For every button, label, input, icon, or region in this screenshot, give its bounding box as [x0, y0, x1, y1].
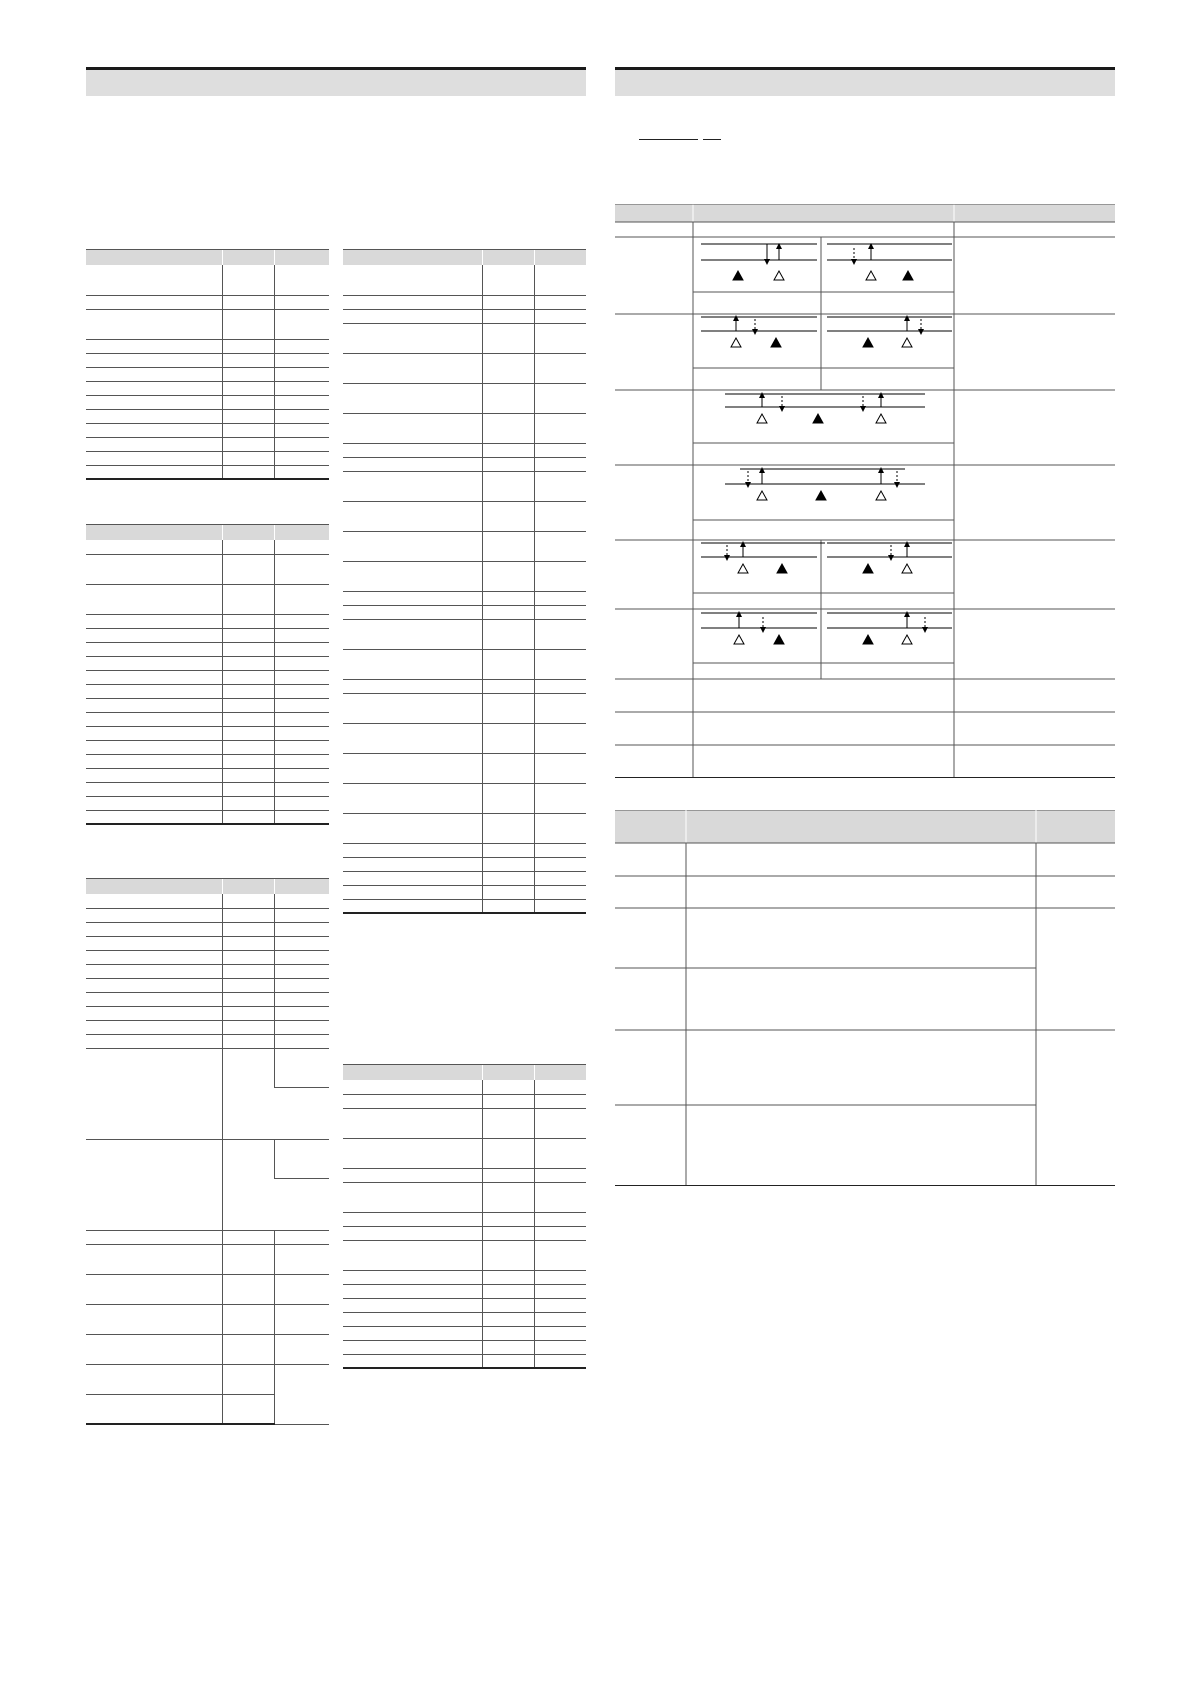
table-row — [343, 857, 586, 871]
table-row — [343, 783, 586, 813]
table-row — [86, 409, 329, 423]
arp-diagram-3 — [725, 394, 925, 423]
arp-diagram-2a — [701, 317, 817, 347]
table-row — [343, 457, 586, 471]
table-row — [86, 810, 329, 824]
table-row — [86, 1006, 329, 1020]
table-row — [86, 395, 329, 409]
table-row — [86, 309, 329, 339]
table-row — [343, 899, 586, 913]
table-row — [86, 423, 329, 437]
arp-diagram-1a — [701, 244, 817, 280]
table-row — [343, 1270, 586, 1284]
table-row — [343, 605, 586, 619]
heading-underline-long — [639, 139, 698, 140]
table-header-row — [86, 525, 329, 541]
function-table — [615, 810, 1115, 1186]
table-row — [86, 554, 329, 584]
table-header-row — [86, 250, 329, 266]
table-row — [86, 437, 329, 451]
table-row — [86, 922, 329, 936]
table-row — [343, 723, 586, 753]
table-row — [343, 1182, 586, 1212]
table-row — [86, 740, 329, 754]
table-row — [86, 540, 329, 554]
table-row — [343, 1240, 586, 1270]
table-row — [343, 501, 586, 531]
table-row — [86, 726, 329, 740]
table-row — [86, 796, 329, 810]
table-row — [86, 1274, 329, 1304]
pattern-table — [615, 204, 1115, 778]
table-row — [86, 628, 329, 642]
table-row — [343, 1138, 586, 1168]
table-row — [343, 295, 586, 309]
arp-diagram-6b — [827, 613, 952, 644]
table-row — [343, 1168, 586, 1182]
table-row — [343, 843, 586, 857]
table-row — [86, 670, 329, 684]
table-row — [86, 451, 329, 465]
right-section-header — [615, 67, 1115, 96]
table-row — [86, 754, 329, 768]
table-row — [86, 992, 329, 1006]
table-row — [343, 1108, 586, 1138]
table-row — [86, 1364, 329, 1394]
table-row — [343, 649, 586, 679]
table-header-row — [343, 1065, 586, 1081]
table-row — [343, 1212, 586, 1226]
table-row — [86, 1244, 329, 1274]
pattern-table-grid — [615, 204, 1115, 778]
table-row — [86, 339, 329, 353]
table-row — [86, 265, 329, 295]
table-row — [86, 295, 329, 309]
table-row — [86, 782, 329, 796]
table-row — [343, 471, 586, 501]
table-row — [86, 1304, 329, 1334]
table-row — [343, 443, 586, 457]
heading-underline-short — [703, 139, 721, 140]
table-row — [343, 1094, 586, 1108]
table-row — [86, 698, 329, 712]
table-a — [86, 249, 329, 480]
table-row — [86, 614, 329, 628]
table-row — [86, 894, 329, 908]
table-row — [86, 1048, 329, 1087]
table-header-row — [343, 250, 586, 266]
table-c — [86, 878, 329, 1425]
table-row — [86, 642, 329, 656]
function-table-grid — [615, 810, 1115, 1186]
table-row — [86, 656, 329, 670]
table-row — [343, 679, 586, 693]
table-row — [343, 265, 586, 295]
left-section-header — [86, 67, 586, 96]
table-row — [343, 353, 586, 383]
table-row — [343, 693, 586, 723]
table-e — [343, 1064, 586, 1369]
table-row — [343, 871, 586, 885]
table-row — [343, 531, 586, 561]
table-row — [86, 908, 329, 922]
arp-diagram-2b — [827, 317, 952, 347]
table-row — [343, 1080, 586, 1094]
table-row — [86, 381, 329, 395]
table-header-row — [86, 879, 329, 895]
table-row — [343, 1284, 586, 1298]
table-row — [343, 885, 586, 899]
table-row — [86, 936, 329, 950]
table-row — [343, 1312, 586, 1326]
table-row — [343, 309, 586, 323]
table-row — [343, 561, 586, 591]
table-row — [343, 1226, 586, 1240]
table-d — [343, 249, 586, 914]
arp-diagram-1b — [827, 244, 952, 280]
table-row — [343, 1340, 586, 1354]
table-row — [86, 712, 329, 726]
table-row — [86, 465, 329, 479]
function-table-header — [615, 810, 1115, 843]
table-row — [86, 964, 329, 978]
table-row — [86, 367, 329, 381]
table-row — [86, 950, 329, 964]
table-row — [343, 323, 586, 353]
table-row — [86, 684, 329, 698]
arp-diagram-5a — [701, 543, 825, 573]
table-row — [86, 584, 329, 614]
table-row — [343, 413, 586, 443]
table-row — [343, 591, 586, 605]
table-row — [86, 1334, 329, 1364]
table-row — [86, 1139, 329, 1178]
arp-diagram-6a — [701, 613, 817, 644]
table-row — [343, 813, 586, 843]
arp-diagram-5b — [827, 543, 952, 573]
table-row — [343, 1326, 586, 1340]
table-b — [86, 524, 329, 825]
table-row — [86, 1034, 329, 1048]
table-row — [86, 1230, 329, 1244]
table-row — [86, 1020, 329, 1034]
table-row — [343, 1298, 586, 1312]
table-row — [343, 619, 586, 649]
table-row — [343, 753, 586, 783]
table-row — [86, 768, 329, 782]
pattern-table-header — [615, 204, 1115, 222]
table-row — [86, 353, 329, 367]
arp-diagram-4 — [725, 469, 925, 500]
table-row — [343, 1354, 586, 1368]
table-row — [343, 383, 586, 413]
table-row — [86, 978, 329, 992]
